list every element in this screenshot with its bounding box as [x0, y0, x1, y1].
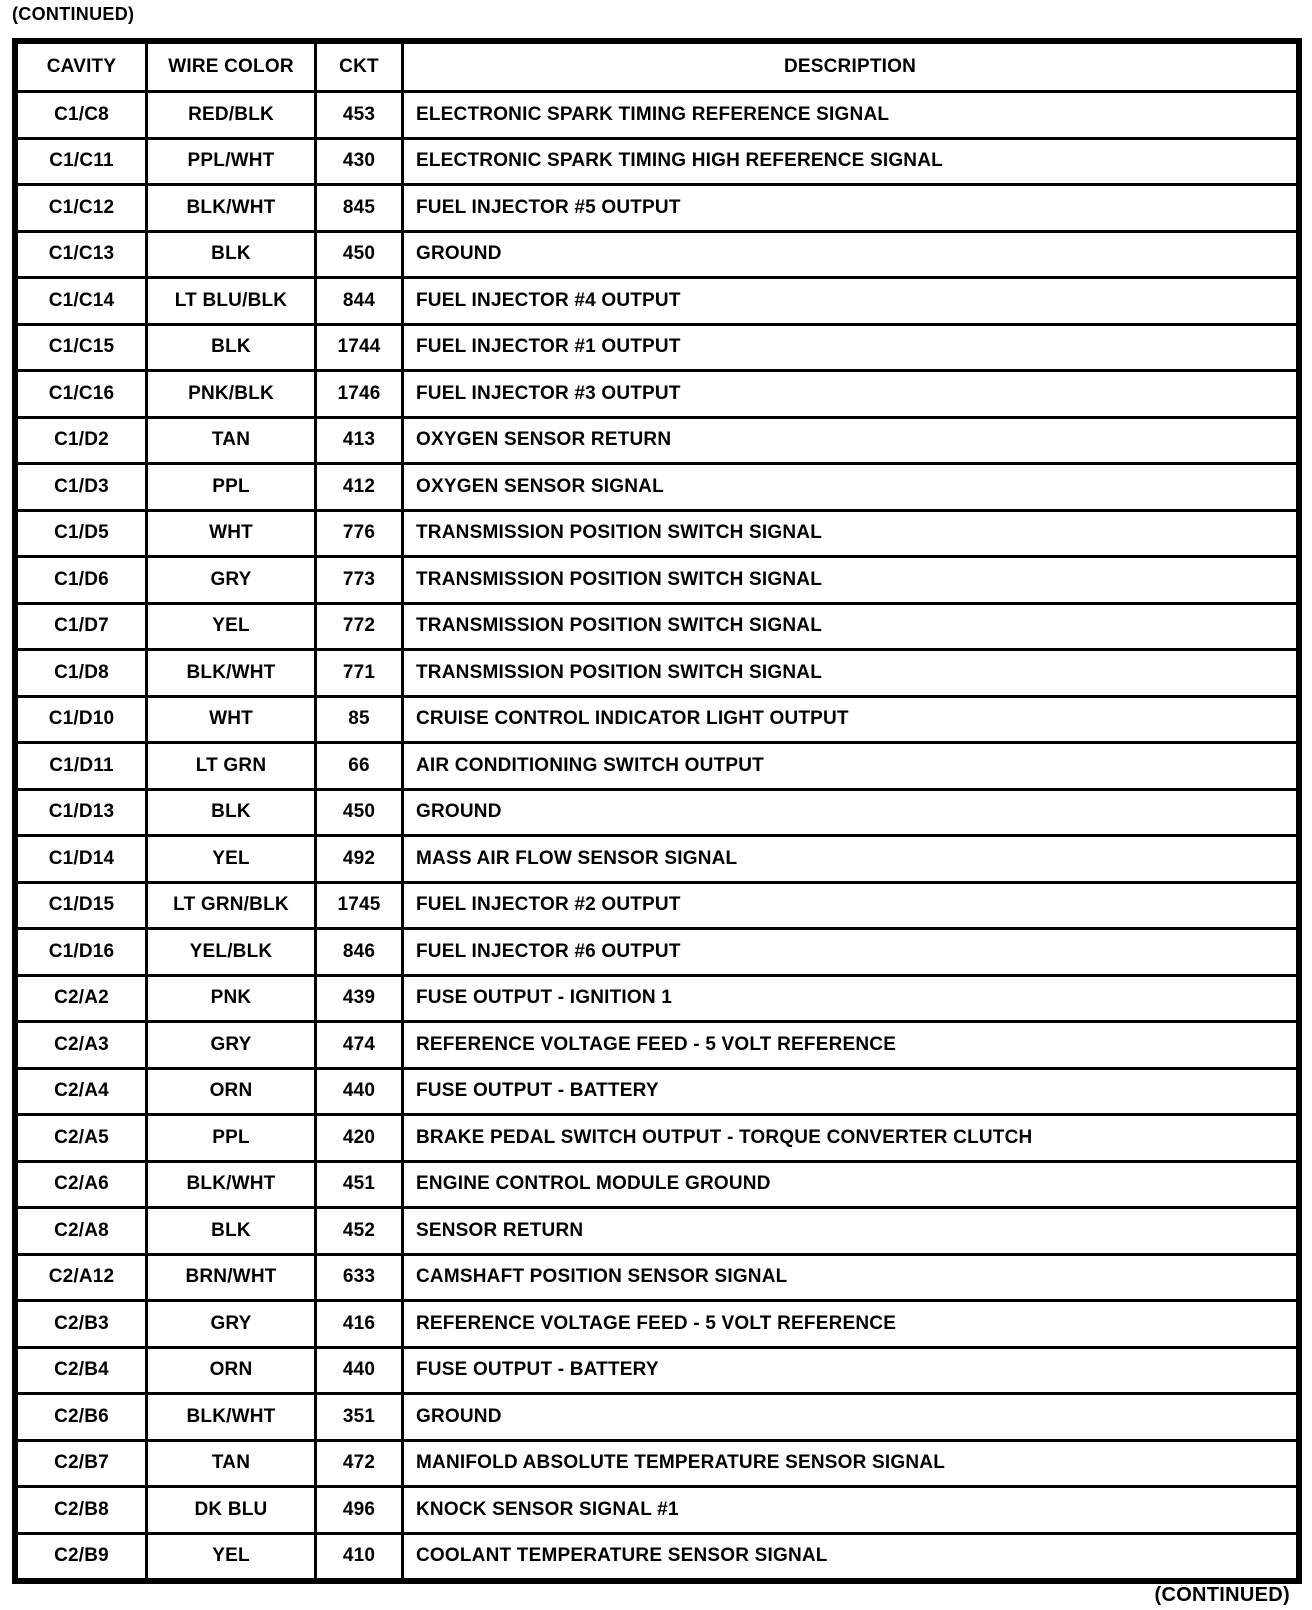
table-row [18, 1023, 1296, 1067]
cell-wire-color: GRY [148, 1023, 314, 1067]
cell-cavity: C1/C13 [18, 233, 145, 277]
cell-ckt: 773 [317, 558, 401, 602]
cell-description: GROUND [404, 791, 1296, 835]
cell-cavity: C1/D10 [18, 698, 145, 742]
cell-ckt: 846 [317, 930, 401, 974]
cell-description: SENSOR RETURN [404, 1209, 1296, 1253]
cell-wire-color: YEL [148, 605, 314, 649]
table-row [18, 605, 1296, 649]
cell-description: FUSE OUTPUT - IGNITION 1 [404, 977, 1296, 1021]
table-row [18, 744, 1296, 788]
cell-description: FUSE OUTPUT - BATTERY [404, 1349, 1296, 1393]
table-row [18, 1163, 1296, 1207]
cell-wire-color: GRY [148, 1302, 314, 1346]
cell-cavity: C1/C11 [18, 140, 145, 184]
cell-cavity: C2/A4 [18, 1070, 145, 1114]
cell-cavity: C2/A3 [18, 1023, 145, 1067]
table-row [18, 1535, 1296, 1579]
cell-cavity: C1/D7 [18, 605, 145, 649]
cell-ckt: 416 [317, 1302, 401, 1346]
cell-cavity: C2/B9 [18, 1535, 145, 1579]
cell-description: GROUND [404, 1395, 1296, 1439]
cell-description: REFERENCE VOLTAGE FEED - 5 VOLT REFERENCE [404, 1302, 1296, 1346]
table-row [18, 1488, 1296, 1532]
table-row [18, 512, 1296, 556]
cell-ckt: 1745 [317, 884, 401, 928]
column-header-wire-color: WIRE COLOR [148, 44, 314, 90]
cell-wire-color: BLK [148, 791, 314, 835]
cell-ckt: 412 [317, 465, 401, 509]
table-row [18, 837, 1296, 881]
cell-ckt: 771 [317, 651, 401, 695]
continued-header-note: (CONTINUED) [12, 4, 135, 24]
cell-description: FUSE OUTPUT - BATTERY [404, 1070, 1296, 1114]
column-header-cavity: CAVITY [18, 44, 145, 90]
cell-ckt: 633 [317, 1256, 401, 1300]
table-row [18, 186, 1296, 230]
cell-cavity: C1/D15 [18, 884, 145, 928]
table-row [18, 1070, 1296, 1114]
cell-cavity: C1/C16 [18, 372, 145, 416]
cell-ckt: 496 [317, 1488, 401, 1532]
cell-wire-color: RED/BLK [148, 93, 314, 137]
table-row [18, 140, 1296, 184]
table-row [18, 1302, 1296, 1346]
cell-cavity: C1/C12 [18, 186, 145, 230]
cell-ckt: 410 [317, 1535, 401, 1579]
cell-ckt: 420 [317, 1116, 401, 1160]
cell-wire-color: BRN/WHT [148, 1256, 314, 1300]
cell-description: ELECTRONIC SPARK TIMING REFERENCE SIGNAL [404, 93, 1296, 137]
cell-wire-color: BLK [148, 233, 314, 277]
cell-description: FUEL INJECTOR #4 OUTPUT [404, 279, 1296, 323]
column-header-description: DESCRIPTION [404, 44, 1296, 90]
cell-wire-color: LT BLU/BLK [148, 279, 314, 323]
cell-ckt: 844 [317, 279, 401, 323]
cell-ckt: 440 [317, 1349, 401, 1393]
cell-cavity: C2/B3 [18, 1302, 145, 1346]
table-row [18, 1442, 1296, 1486]
cell-wire-color: LT GRN [148, 744, 314, 788]
cell-ckt: 1746 [317, 372, 401, 416]
cell-ckt: 472 [317, 1442, 401, 1486]
table-header-row [18, 44, 1296, 90]
cell-ckt: 85 [317, 698, 401, 742]
cell-wire-color: BLK [148, 1209, 314, 1253]
cell-wire-color: PPL [148, 465, 314, 509]
cell-ckt: 430 [317, 140, 401, 184]
cell-cavity: C2/A8 [18, 1209, 145, 1253]
cell-wire-color: ORN [148, 1070, 314, 1114]
table-row [18, 233, 1296, 277]
cell-wire-color: PPL [148, 1116, 314, 1160]
cell-description: TRANSMISSION POSITION SWITCH SIGNAL [404, 605, 1296, 649]
table-row [18, 93, 1296, 137]
cell-cavity: C2/A5 [18, 1116, 145, 1160]
table-row [18, 791, 1296, 835]
cell-wire-color: BLK/WHT [148, 1163, 314, 1207]
cell-cavity: C1/D8 [18, 651, 145, 695]
cell-wire-color: PNK/BLK [148, 372, 314, 416]
table-row [18, 930, 1296, 974]
cell-ckt: 453 [317, 93, 401, 137]
cell-description: FUEL INJECTOR #1 OUTPUT [404, 326, 1296, 370]
cell-ckt: 450 [317, 233, 401, 277]
cell-cavity: C1/C8 [18, 93, 145, 137]
cell-description: GROUND [404, 233, 1296, 277]
cell-cavity: C2/B4 [18, 1349, 145, 1393]
connector-pinout-table-frame [12, 38, 1302, 1584]
cell-wire-color: GRY [148, 558, 314, 602]
cell-cavity: C2/B8 [18, 1488, 145, 1532]
cell-ckt: 1744 [317, 326, 401, 370]
cell-wire-color: WHT [148, 512, 314, 556]
cell-wire-color: BLK/WHT [148, 1395, 314, 1439]
cell-wire-color: LT GRN/BLK [148, 884, 314, 928]
table-row [18, 372, 1296, 416]
cell-ckt: 413 [317, 419, 401, 463]
cell-description: FUEL INJECTOR #5 OUTPUT [404, 186, 1296, 230]
cell-ckt: 439 [317, 977, 401, 1021]
cell-wire-color: YEL [148, 837, 314, 881]
cell-wire-color: YEL/BLK [148, 930, 314, 974]
cell-wire-color: WHT [148, 698, 314, 742]
cell-description: MANIFOLD ABSOLUTE TEMPERATURE SENSOR SIGNAL [404, 1442, 1296, 1486]
cell-cavity: C1/D3 [18, 465, 145, 509]
table-row [18, 1395, 1296, 1439]
table-row [18, 884, 1296, 928]
cell-cavity: C1/D11 [18, 744, 145, 788]
cell-wire-color: TAN [148, 419, 314, 463]
table-row [18, 1256, 1296, 1300]
cell-description: REFERENCE VOLTAGE FEED - 5 VOLT REFERENCE [404, 1023, 1296, 1067]
cell-cavity: C1/C14 [18, 279, 145, 323]
cell-cavity: C1/D2 [18, 419, 145, 463]
cell-description: FUEL INJECTOR #3 OUTPUT [404, 372, 1296, 416]
cell-description: FUEL INJECTOR #6 OUTPUT [404, 930, 1296, 974]
table-row [18, 698, 1296, 742]
continued-footer-note: (CONTINUED) [1154, 1584, 1290, 1606]
cell-ckt: 845 [317, 186, 401, 230]
cell-cavity: C2/B6 [18, 1395, 145, 1439]
cell-cavity: C1/D13 [18, 791, 145, 835]
cell-description: TRANSMISSION POSITION SWITCH SIGNAL [404, 651, 1296, 695]
table-row [18, 419, 1296, 463]
cell-description: COOLANT TEMPERATURE SENSOR SIGNAL [404, 1535, 1296, 1579]
cell-description: BRAKE PEDAL SWITCH OUTPUT - TORQUE CONVERTER CLUTCH [404, 1116, 1296, 1160]
cell-description: MASS AIR FLOW SENSOR SIGNAL [404, 837, 1296, 881]
table-body [18, 93, 1296, 1578]
cell-cavity: C2/A6 [18, 1163, 145, 1207]
cell-ckt: 451 [317, 1163, 401, 1207]
table-row [18, 1116, 1296, 1160]
table-row [18, 558, 1296, 602]
cell-description: CAMSHAFT POSITION SENSOR SIGNAL [404, 1256, 1296, 1300]
cell-description: ELECTRONIC SPARK TIMING HIGH REFERENCE SIGNAL [404, 140, 1296, 184]
cell-ckt: 66 [317, 744, 401, 788]
column-header-ckt: CKT [317, 44, 401, 90]
cell-wire-color: TAN [148, 1442, 314, 1486]
table-row [18, 651, 1296, 695]
cell-cavity: C1/D14 [18, 837, 145, 881]
cell-wire-color: BLK/WHT [148, 651, 314, 695]
cell-ckt: 492 [317, 837, 401, 881]
cell-ckt: 776 [317, 512, 401, 556]
cell-description: TRANSMISSION POSITION SWITCH SIGNAL [404, 512, 1296, 556]
table-row [18, 279, 1296, 323]
cell-cavity: C1/D16 [18, 930, 145, 974]
table-row [18, 977, 1296, 1021]
table-row [18, 1209, 1296, 1253]
cell-wire-color: DK BLU [148, 1488, 314, 1532]
cell-wire-color: BLK [148, 326, 314, 370]
table-row [18, 1349, 1296, 1393]
cell-description: KNOCK SENSOR SIGNAL #1 [404, 1488, 1296, 1532]
cell-cavity: C2/B7 [18, 1442, 145, 1486]
cell-wire-color: BLK/WHT [148, 186, 314, 230]
cell-description: OXYGEN SENSOR SIGNAL [404, 465, 1296, 509]
table-row [18, 326, 1296, 370]
cell-ckt: 440 [317, 1070, 401, 1114]
cell-ckt: 474 [317, 1023, 401, 1067]
cell-wire-color: PPL/WHT [148, 140, 314, 184]
cell-ckt: 772 [317, 605, 401, 649]
cell-wire-color: YEL [148, 1535, 314, 1579]
cell-cavity: C1/D5 [18, 512, 145, 556]
cell-description: CRUISE CONTROL INDICATOR LIGHT OUTPUT [404, 698, 1296, 742]
cell-description: OXYGEN SENSOR RETURN [404, 419, 1296, 463]
cell-ckt: 351 [317, 1395, 401, 1439]
cell-cavity: C1/D6 [18, 558, 145, 602]
cell-ckt: 450 [317, 791, 401, 835]
cell-cavity: C1/C15 [18, 326, 145, 370]
cell-wire-color: ORN [148, 1349, 314, 1393]
cell-wire-color: PNK [148, 977, 314, 1021]
cell-ckt: 452 [317, 1209, 401, 1253]
table-row [18, 465, 1296, 509]
cell-cavity: C2/A2 [18, 977, 145, 1021]
connector-pinout-table [15, 41, 1299, 1581]
cell-description: FUEL INJECTOR #2 OUTPUT [404, 884, 1296, 928]
cell-description: ENGINE CONTROL MODULE GROUND [404, 1163, 1296, 1207]
cell-cavity: C2/A12 [18, 1256, 145, 1300]
cell-description: AIR CONDITIONING SWITCH OUTPUT [404, 744, 1296, 788]
cell-description: TRANSMISSION POSITION SWITCH SIGNAL [404, 558, 1296, 602]
